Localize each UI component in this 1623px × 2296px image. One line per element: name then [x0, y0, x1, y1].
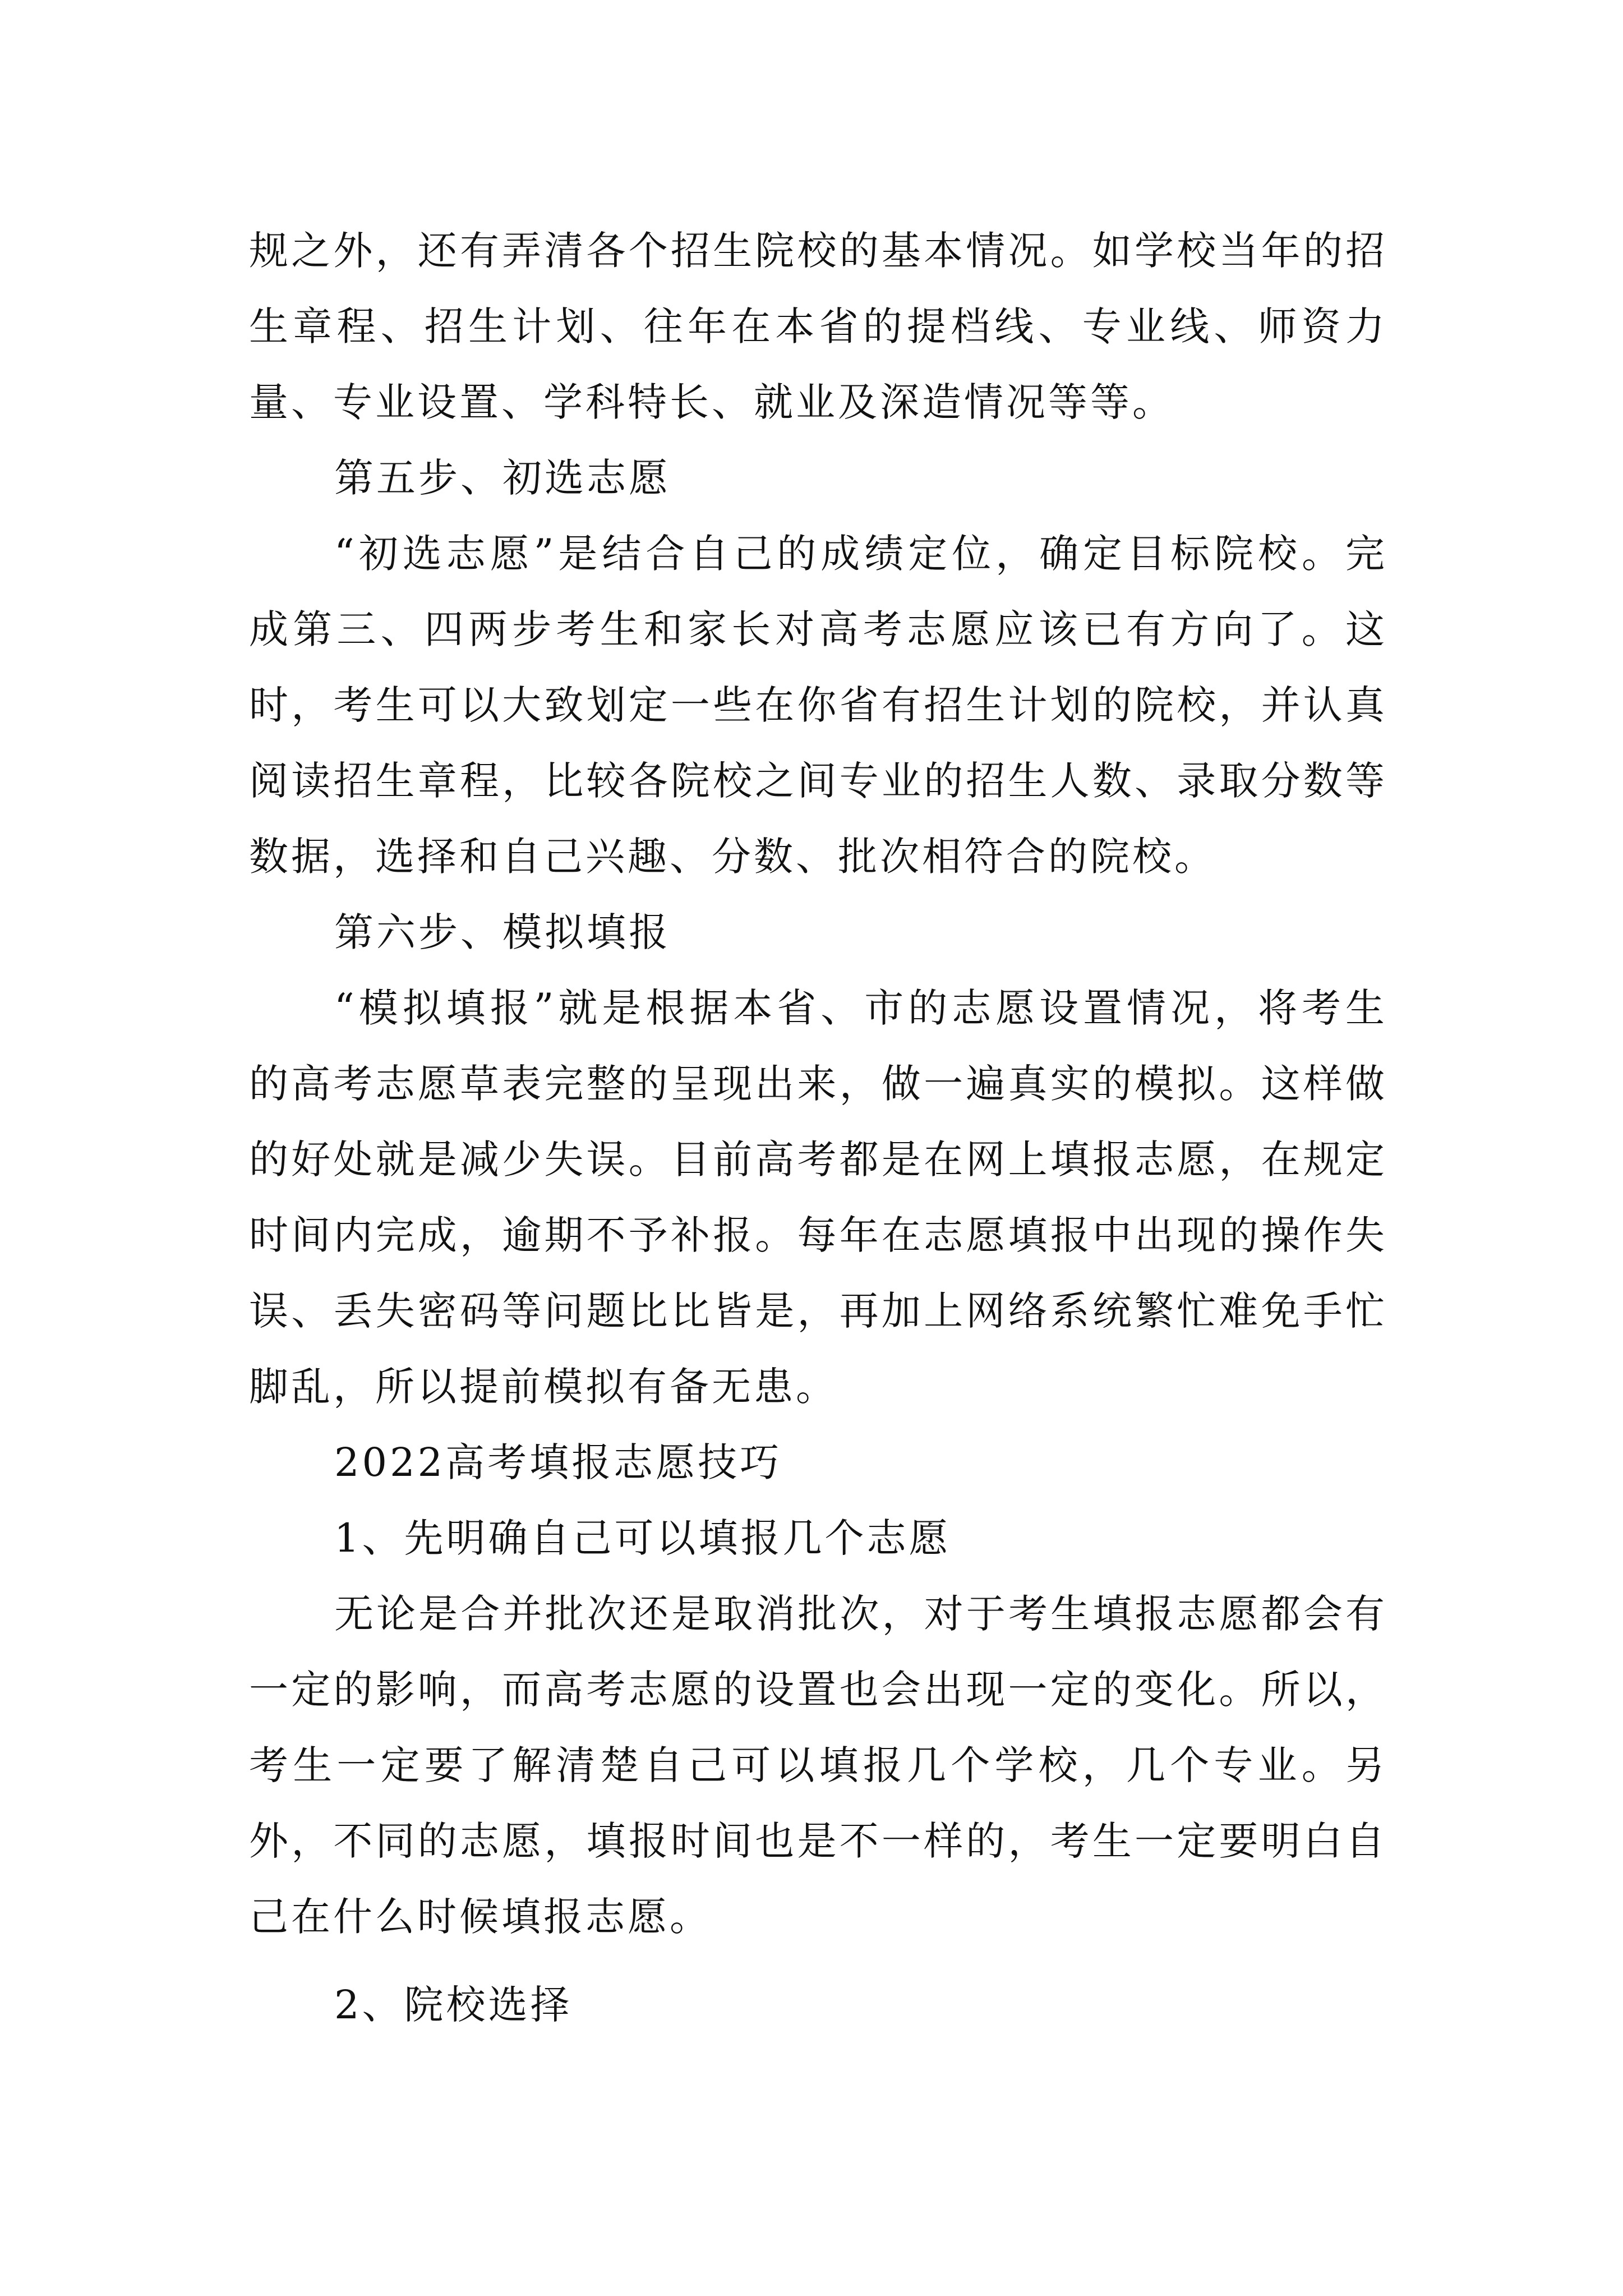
- paragraph-step6: “模拟填报”就是根据本省、市的志愿设置情况，将考生的高考志愿草表完整的呈现出来，做一遍真实的模拟。这样做的好处就是减少失误。目前高考都是在网上填报志愿，在规定时间内完成，逾期不予补报。每年在志愿填报中出现的操作失误、丢失密码等问题比比皆是，再加上网络系统繁忙难免手忙脚乱，所以提前模拟有备无患。: [249, 985, 1387, 1410]
- section-heading-step6: 第六步、模拟填报: [334, 909, 671, 955]
- document-body: [249, 213, 1387, 2043]
- paragraph-step5: “初选志愿”是结合自己的成绩定位，确定目标院校。完成第三、四两步考生和家长对高考志愿应该已有方向了。这时，考生可以大致划定一些在你省有招生计划的院校，并认真阅读招生章程，比较各院校之间专业的招生人数、录取分数等数据，选择和自己兴趣、分数、批次相符合的院校。: [249, 531, 1387, 880]
- section-heading-step5: 第五步、初选志愿: [334, 455, 671, 501]
- paragraph-continuation: 规之外，还有弄清各个招生院校的基本情况。如学校当年的招生章程、招生计划、往年在本省的提档线、专业线、师资力量、专业设置、学科特长、就业及深造情况等等。: [249, 228, 1387, 425]
- section-heading-tip1: 1、先明确自己可以填报几个志愿: [334, 1515, 951, 1561]
- paragraph-tip1: 无论是合并批次还是取消批次，对于考生填报志愿都会有一定的影响，而高考志愿的设置也会出现一定的变化。所以，考生一定要了解清楚自己可以填报几个学校，几个专业。另外，不同的志愿，填报时间也是不一样的，考生一定要明白自己在什么时候填报志愿。: [249, 1591, 1387, 1940]
- section-heading-tip2: 2、院校选择: [334, 1982, 573, 2028]
- section-heading-tips: 2022高考填报志愿技巧: [334, 1439, 782, 1485]
